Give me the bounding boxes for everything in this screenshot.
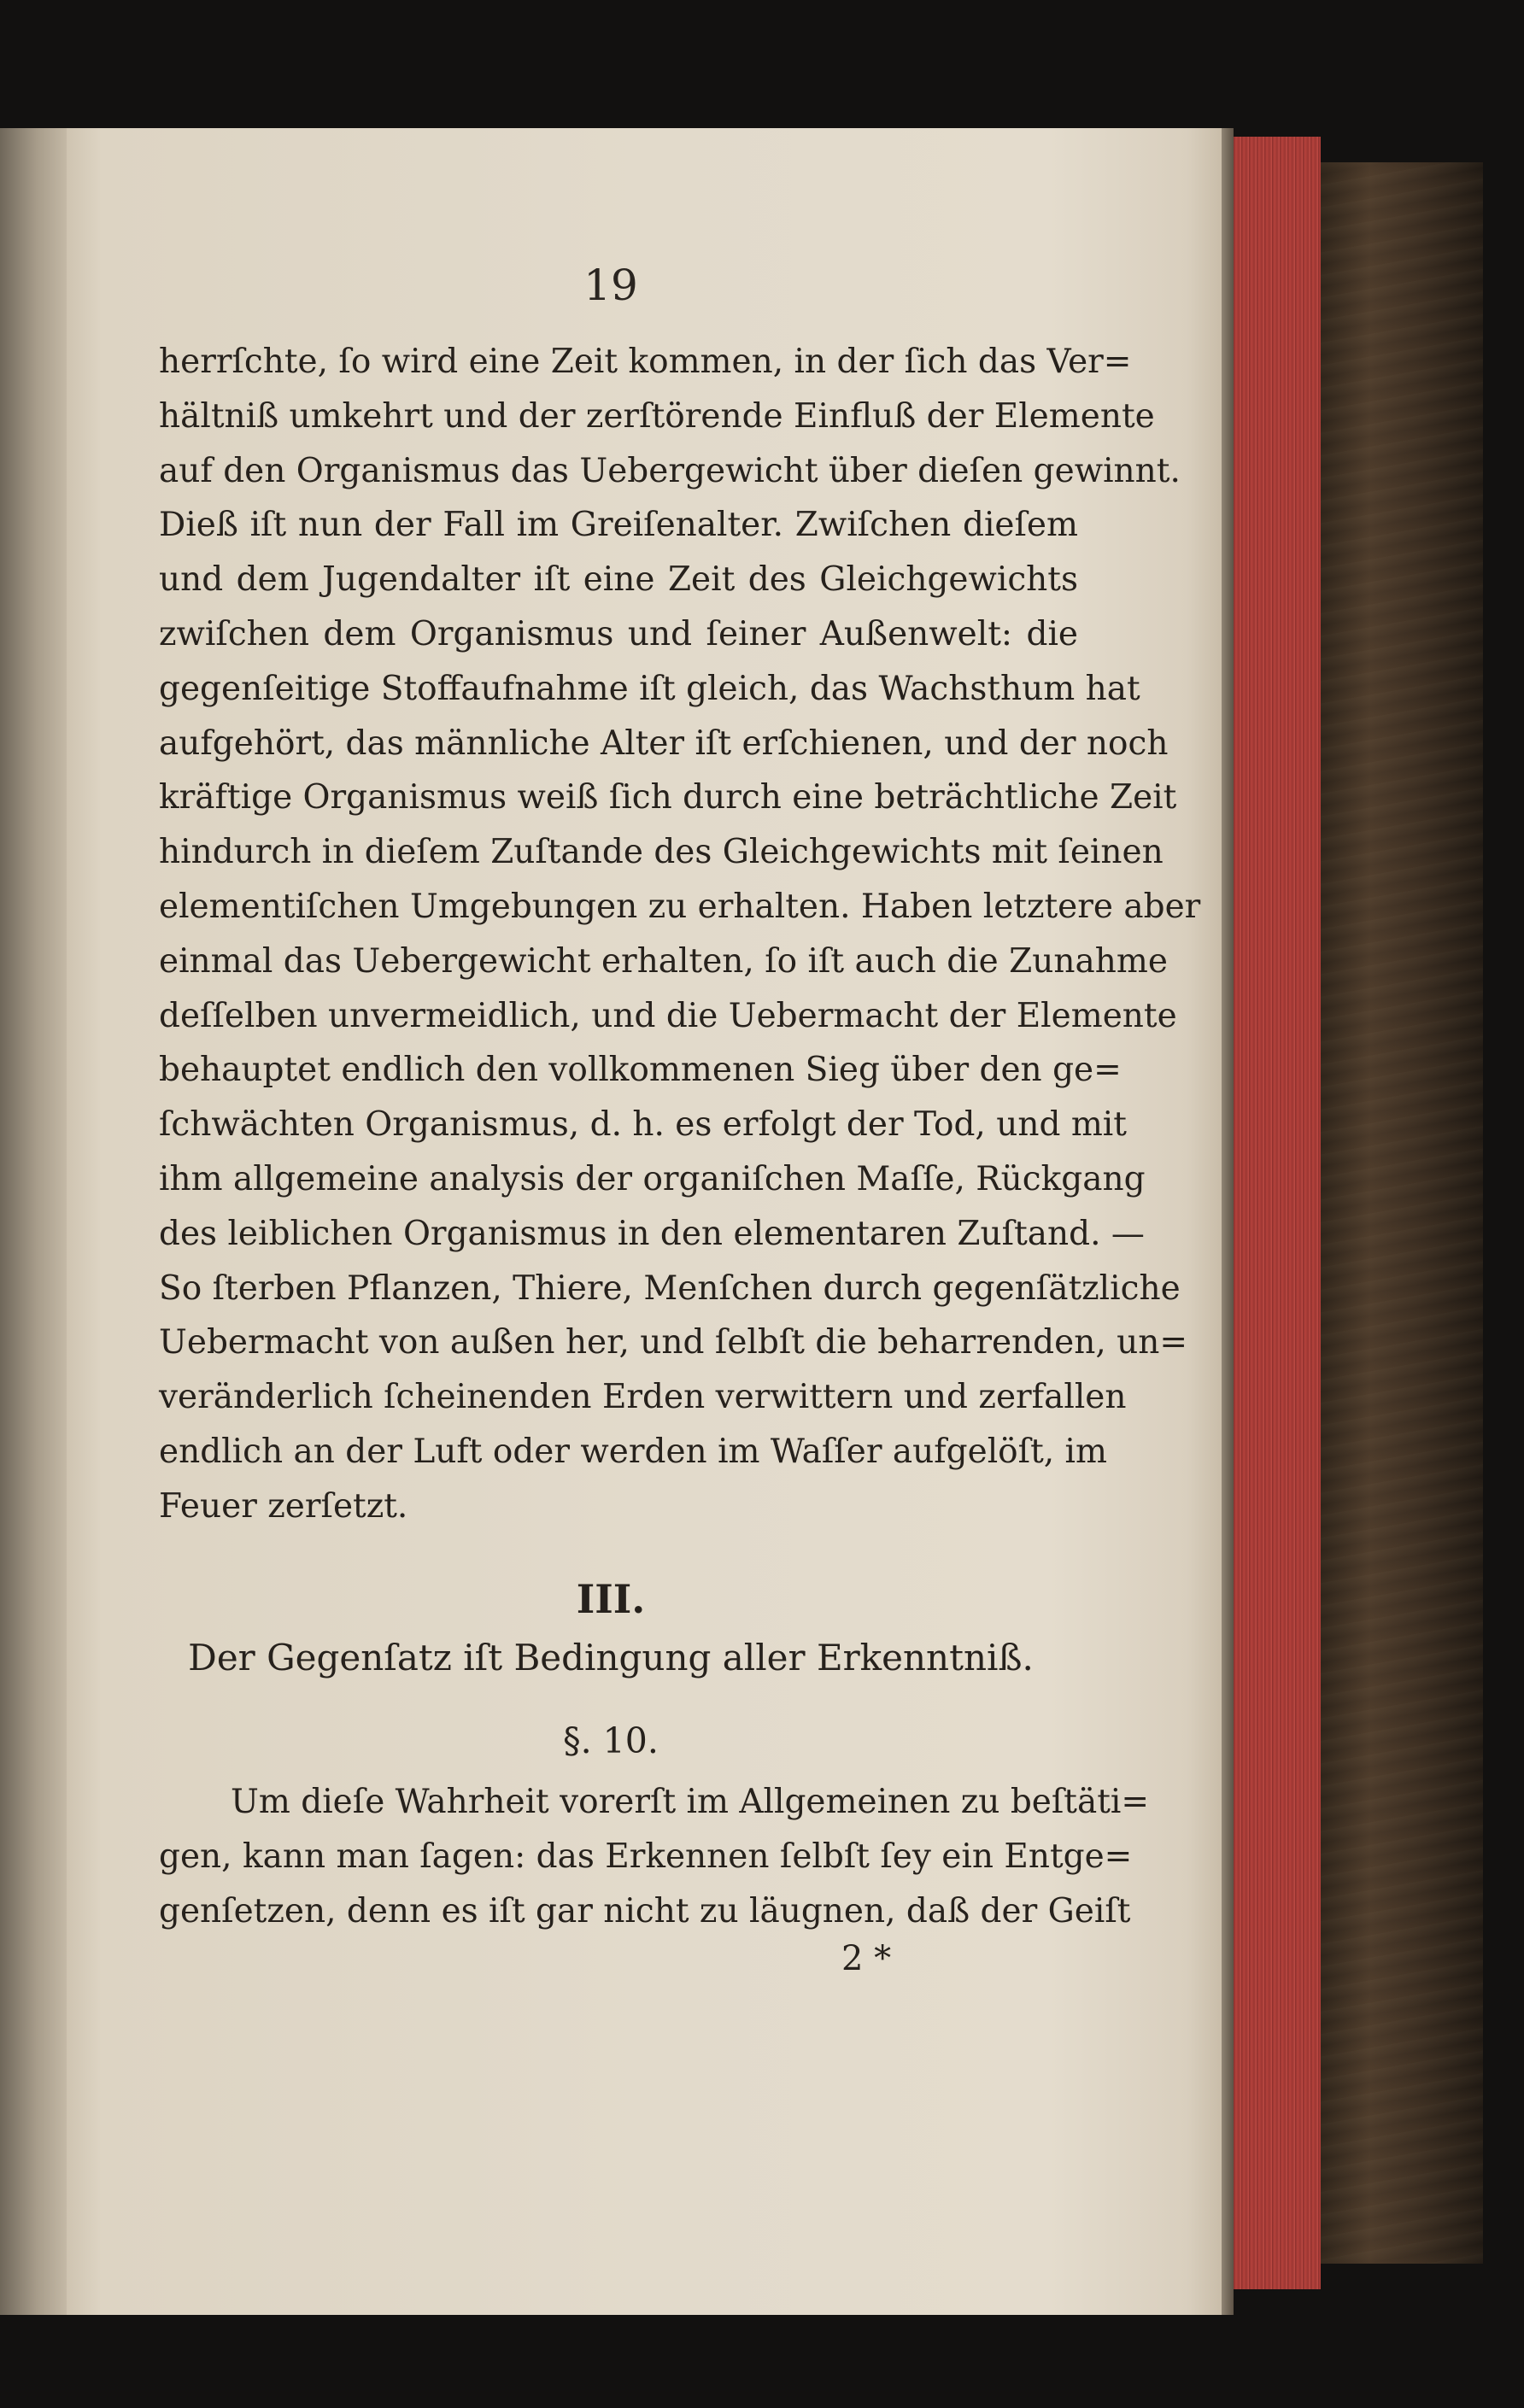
section-number: III. bbox=[576, 1576, 646, 1622]
section-heading: Der Gegenſatz iſt Bedingung aller Erkenntniß. bbox=[188, 1637, 1034, 1679]
text-line: Um dieſe Wahrheit vorerſt im Allgemeinen zu beſtäti= bbox=[231, 1783, 1150, 1821]
text-line: hindurch in dieſem Zuſtande des Gleichgewichts mit ſeinen bbox=[159, 833, 1164, 872]
book-cover bbox=[1321, 162, 1483, 2264]
red-page-edges bbox=[1234, 137, 1321, 2289]
text-line: behauptet endlich den vollkommenen Sieg über den ge= bbox=[159, 1051, 1122, 1090]
facing-page-edge bbox=[0, 128, 67, 2315]
signature-mark: 2 * bbox=[841, 1939, 892, 1978]
text-line: genſetzen, denn es iſt gar nicht zu läugnen, daß der Geiſt bbox=[159, 1891, 1131, 1931]
body-text-section bbox=[159, 1775, 1150, 1938]
text-line: Feuer zerſetzt. bbox=[159, 1486, 408, 1526]
text-line: hältniß umkehrt und der zerſtörende Einfluß der Elemente bbox=[159, 396, 1155, 436]
text-line: So ſterben Pflanzen, Thiere, Menſchen durch gegenſätzliche bbox=[159, 1268, 1181, 1308]
text-line: herrſchte, ſo wird eine Zeit kommen, in der ſich das Ver= bbox=[159, 343, 1132, 381]
text-line: deſſelben unvermeidlich, und die Uebermacht der Elemente bbox=[159, 996, 1177, 1035]
text-line: veränderlich ſcheinenden Erden verwittern und zerfallen bbox=[159, 1378, 1127, 1417]
paragraph-number: §. 10. bbox=[563, 1720, 659, 1761]
text-line: Dieß iſt nun der Fall im Greiſenalter. Zwiſchen dieſem bbox=[159, 506, 1078, 545]
text-line: Uebermacht von außen her, und ſelbſt die beharrenden, un= bbox=[159, 1323, 1188, 1362]
text-line: aufgehört, das männliche Alter iſt erſchienen, und der noch bbox=[159, 724, 1169, 763]
text-line: und dem Jugendalter iſt eine Zeit des Gleichgewichts bbox=[159, 560, 1078, 600]
text-line: gegenſeitige Stoffaufnahme iſt gleich, das Wachsthum hat bbox=[159, 669, 1140, 708]
text-line: endlich an der Luft oder werden im Waſſer aufgelöſt, im bbox=[159, 1432, 1108, 1471]
text-line: einmal das Uebergewicht erhalten, ſo iſt auch die Zunahme bbox=[159, 941, 1168, 981]
text-line: elementiſchen Umgebungen zu erhalten. Haben letztere aber bbox=[159, 887, 1201, 926]
body-text bbox=[159, 335, 1201, 1534]
text-line: ihm allgemeine analysis der organiſchen Maſſe, Rückgang bbox=[159, 1159, 1146, 1198]
text-line: gen, kann man ſagen: das Erkennen ſelbſt ſey ein Entge= bbox=[159, 1837, 1133, 1876]
text-line: zwiſchen dem Organismus und ſeiner Außenwelt: die bbox=[159, 614, 1078, 653]
text-line: ſchwächten Organismus, d. h. es erfolgt der Tod, und mit bbox=[159, 1105, 1127, 1145]
text-line: des leiblichen Organismus in den elementaren Zuſtand. — bbox=[159, 1214, 1145, 1253]
text-line: auf den Organismus das Uebergewicht über dieſen gewinnt. bbox=[159, 451, 1181, 490]
text-line: kräftige Organismus weiß ſich durch eine beträchtliche Zeit bbox=[159, 778, 1177, 817]
page-number: 19 bbox=[583, 261, 638, 310]
page-gutter-shadow bbox=[1222, 128, 1234, 2315]
